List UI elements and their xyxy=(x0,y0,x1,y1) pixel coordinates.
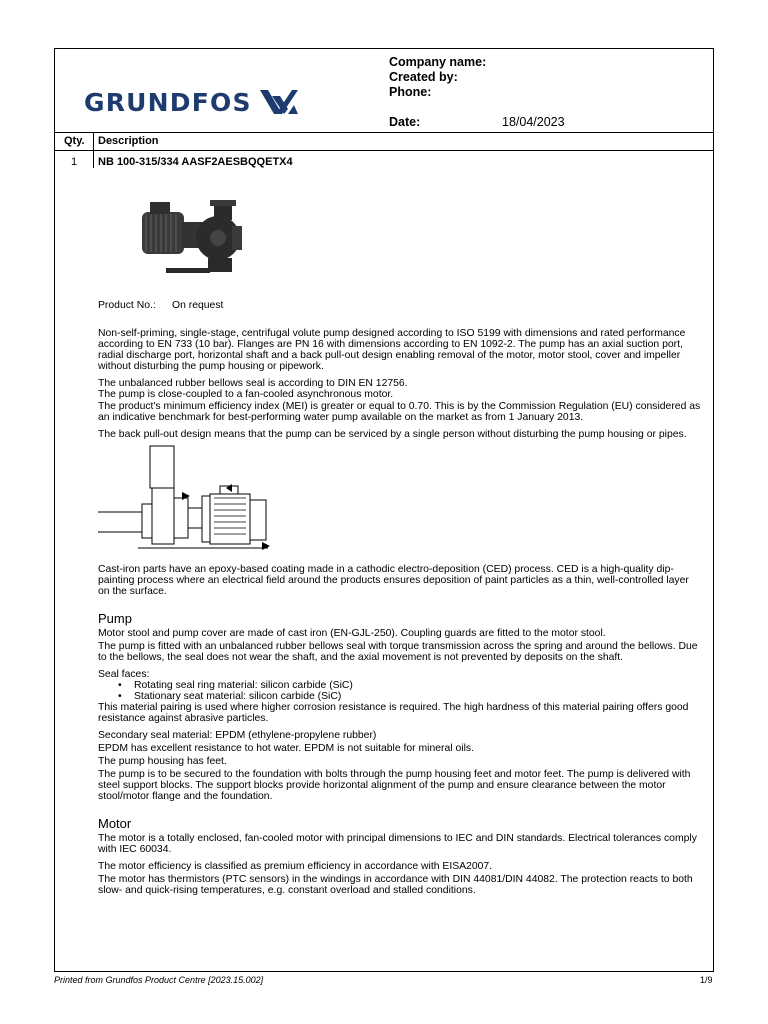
date-label: Date: xyxy=(389,115,421,129)
pump-p2: The pump is fitted with an unbalanced rubber bellows seal with torque transmission across the spring and around the bellows. Due to the bellows, the seal does not wear the shaft, and the axial movement is not prevented by deposits on the shaft. xyxy=(98,641,698,663)
motor-section-heading: Motor xyxy=(98,816,132,831)
pump-p3: This material pairing is used where higher corrosion resistance is required. The high hardness of this material pairing offers good resistance against abrasive particles. xyxy=(98,702,689,724)
page-number: 1/9 xyxy=(700,975,713,985)
qty-value: 1 xyxy=(71,156,78,168)
seal-faces-label: Seal faces: xyxy=(98,669,150,680)
seal-paragraph: The unbalanced rubber bellows seal is according to DIN EN 12756. xyxy=(98,378,408,389)
pump-product-image xyxy=(136,198,246,276)
motor-p2: The motor efficiency is classified as premium efficiency in accordance with EISA2007. xyxy=(98,861,493,872)
grundfos-x-icon xyxy=(258,87,300,117)
table-top-rule xyxy=(54,132,714,133)
pump-p4: Secondary seal material: EPDM (ethylene-propylene rubber) xyxy=(98,730,377,741)
close-coupled-paragraph: The pump is close-coupled to a fan-cooled asynchronous motor. xyxy=(98,389,394,400)
mei-paragraph: The product's minimum efficiency index (MEI) is greater or equal to 0.70. This is by the Commission Regulation (EU) considered as an indicative benchmark for best-performing water pump available on the market as from 1 January 2013. xyxy=(98,401,701,423)
date-value: 18/04/2023 xyxy=(502,115,565,129)
description-column-header: Description xyxy=(98,135,159,147)
back-pull-out-diagram xyxy=(98,444,274,552)
pump-p7: The pump is to be secured to the foundation with bolts through the pump housing feet and motor feet. The pump is delivered with steel support blocks. The support blocks provide horizontal alignment of the pump and ensure clearance between the motor stool/motor flange and the foundation. xyxy=(98,769,691,802)
product-name: NB 100-315/334 AASF2AESBQQETX4 xyxy=(98,156,293,168)
pump-p5: EPDM has excellent resistance to hot water. EPDM is not suitable for mineral oils. xyxy=(98,743,474,754)
product-number-value: On request xyxy=(172,300,224,311)
list-item: • Stationary seat material: silicon carbide (SiC) xyxy=(120,691,702,702)
company-name-label: Company name: xyxy=(389,55,487,69)
list-item: • Rotating seal ring material: silicon carbide (SiC) xyxy=(120,680,702,691)
pump-p1: Motor stool and pump cover are made of cast iron (EN-GJL-250). Coupling guards are fitted to the motor stool. xyxy=(98,628,606,639)
pump-p6: The pump housing has feet. xyxy=(98,756,227,767)
column-divider-header xyxy=(93,132,94,150)
motor-p1: The motor is a totally enclosed, fan-cooled motor with principal dimensions to IEC and DIN standards. Electrical tolerances comply with IEC 60034. xyxy=(98,833,697,855)
printed-from-footer: Printed from Grundfos Product Centre [2023.15.002] xyxy=(54,975,264,985)
column-divider-row xyxy=(93,150,94,168)
description-body xyxy=(98,300,702,902)
grundfos-logo xyxy=(84,86,364,118)
back-pull-out-paragraph: The back pull-out design means that the pump can be serviced by a single person without disturbing the pump housing or pipes. xyxy=(98,429,687,440)
pump-section-heading: Pump xyxy=(98,611,132,626)
phone-label: Phone: xyxy=(389,85,432,99)
created-by-label: Created by: xyxy=(389,70,458,84)
motor-p3: The motor has thermistors (PTC sensors) in the windings in accordance with DIN 44081/DIN 44082. The protection reacts to both slow- and quick-rising temperatures, e.g. constant overload and stalled conditions. xyxy=(98,874,693,896)
product-number-line xyxy=(98,300,702,311)
qty-column-header: Qty. xyxy=(64,135,85,147)
table-header-rule xyxy=(54,150,714,151)
ced-paragraph: Cast-iron parts have an epoxy-based coating made in a cathodic electro-deposition (CED) process. CED is a high-quality dip-painting process where an electrical field around the products ensures deposition of paint particles as a thin, well-controlled layer on the surface. xyxy=(98,564,689,597)
intro-paragraph: Non-self-priming, single-stage, centrifugal volute pump designed according to ISO 5199 with dimensions and rated performance according to EN 733 (10 bar). Flanges are PN 16 with dimensions according to EN 1092-2. The pump has an axial suction port, radial discharge port, horizontal shaft and a back pull-out design enabling removal of the motor, motor stool, cover and impeller without disturbing the pump housing or pipework. xyxy=(98,328,686,372)
brand-name: GRUNDFOS xyxy=(84,87,252,117)
product-number-label: Product No.: xyxy=(98,300,156,311)
seal-faces-list xyxy=(98,680,702,702)
